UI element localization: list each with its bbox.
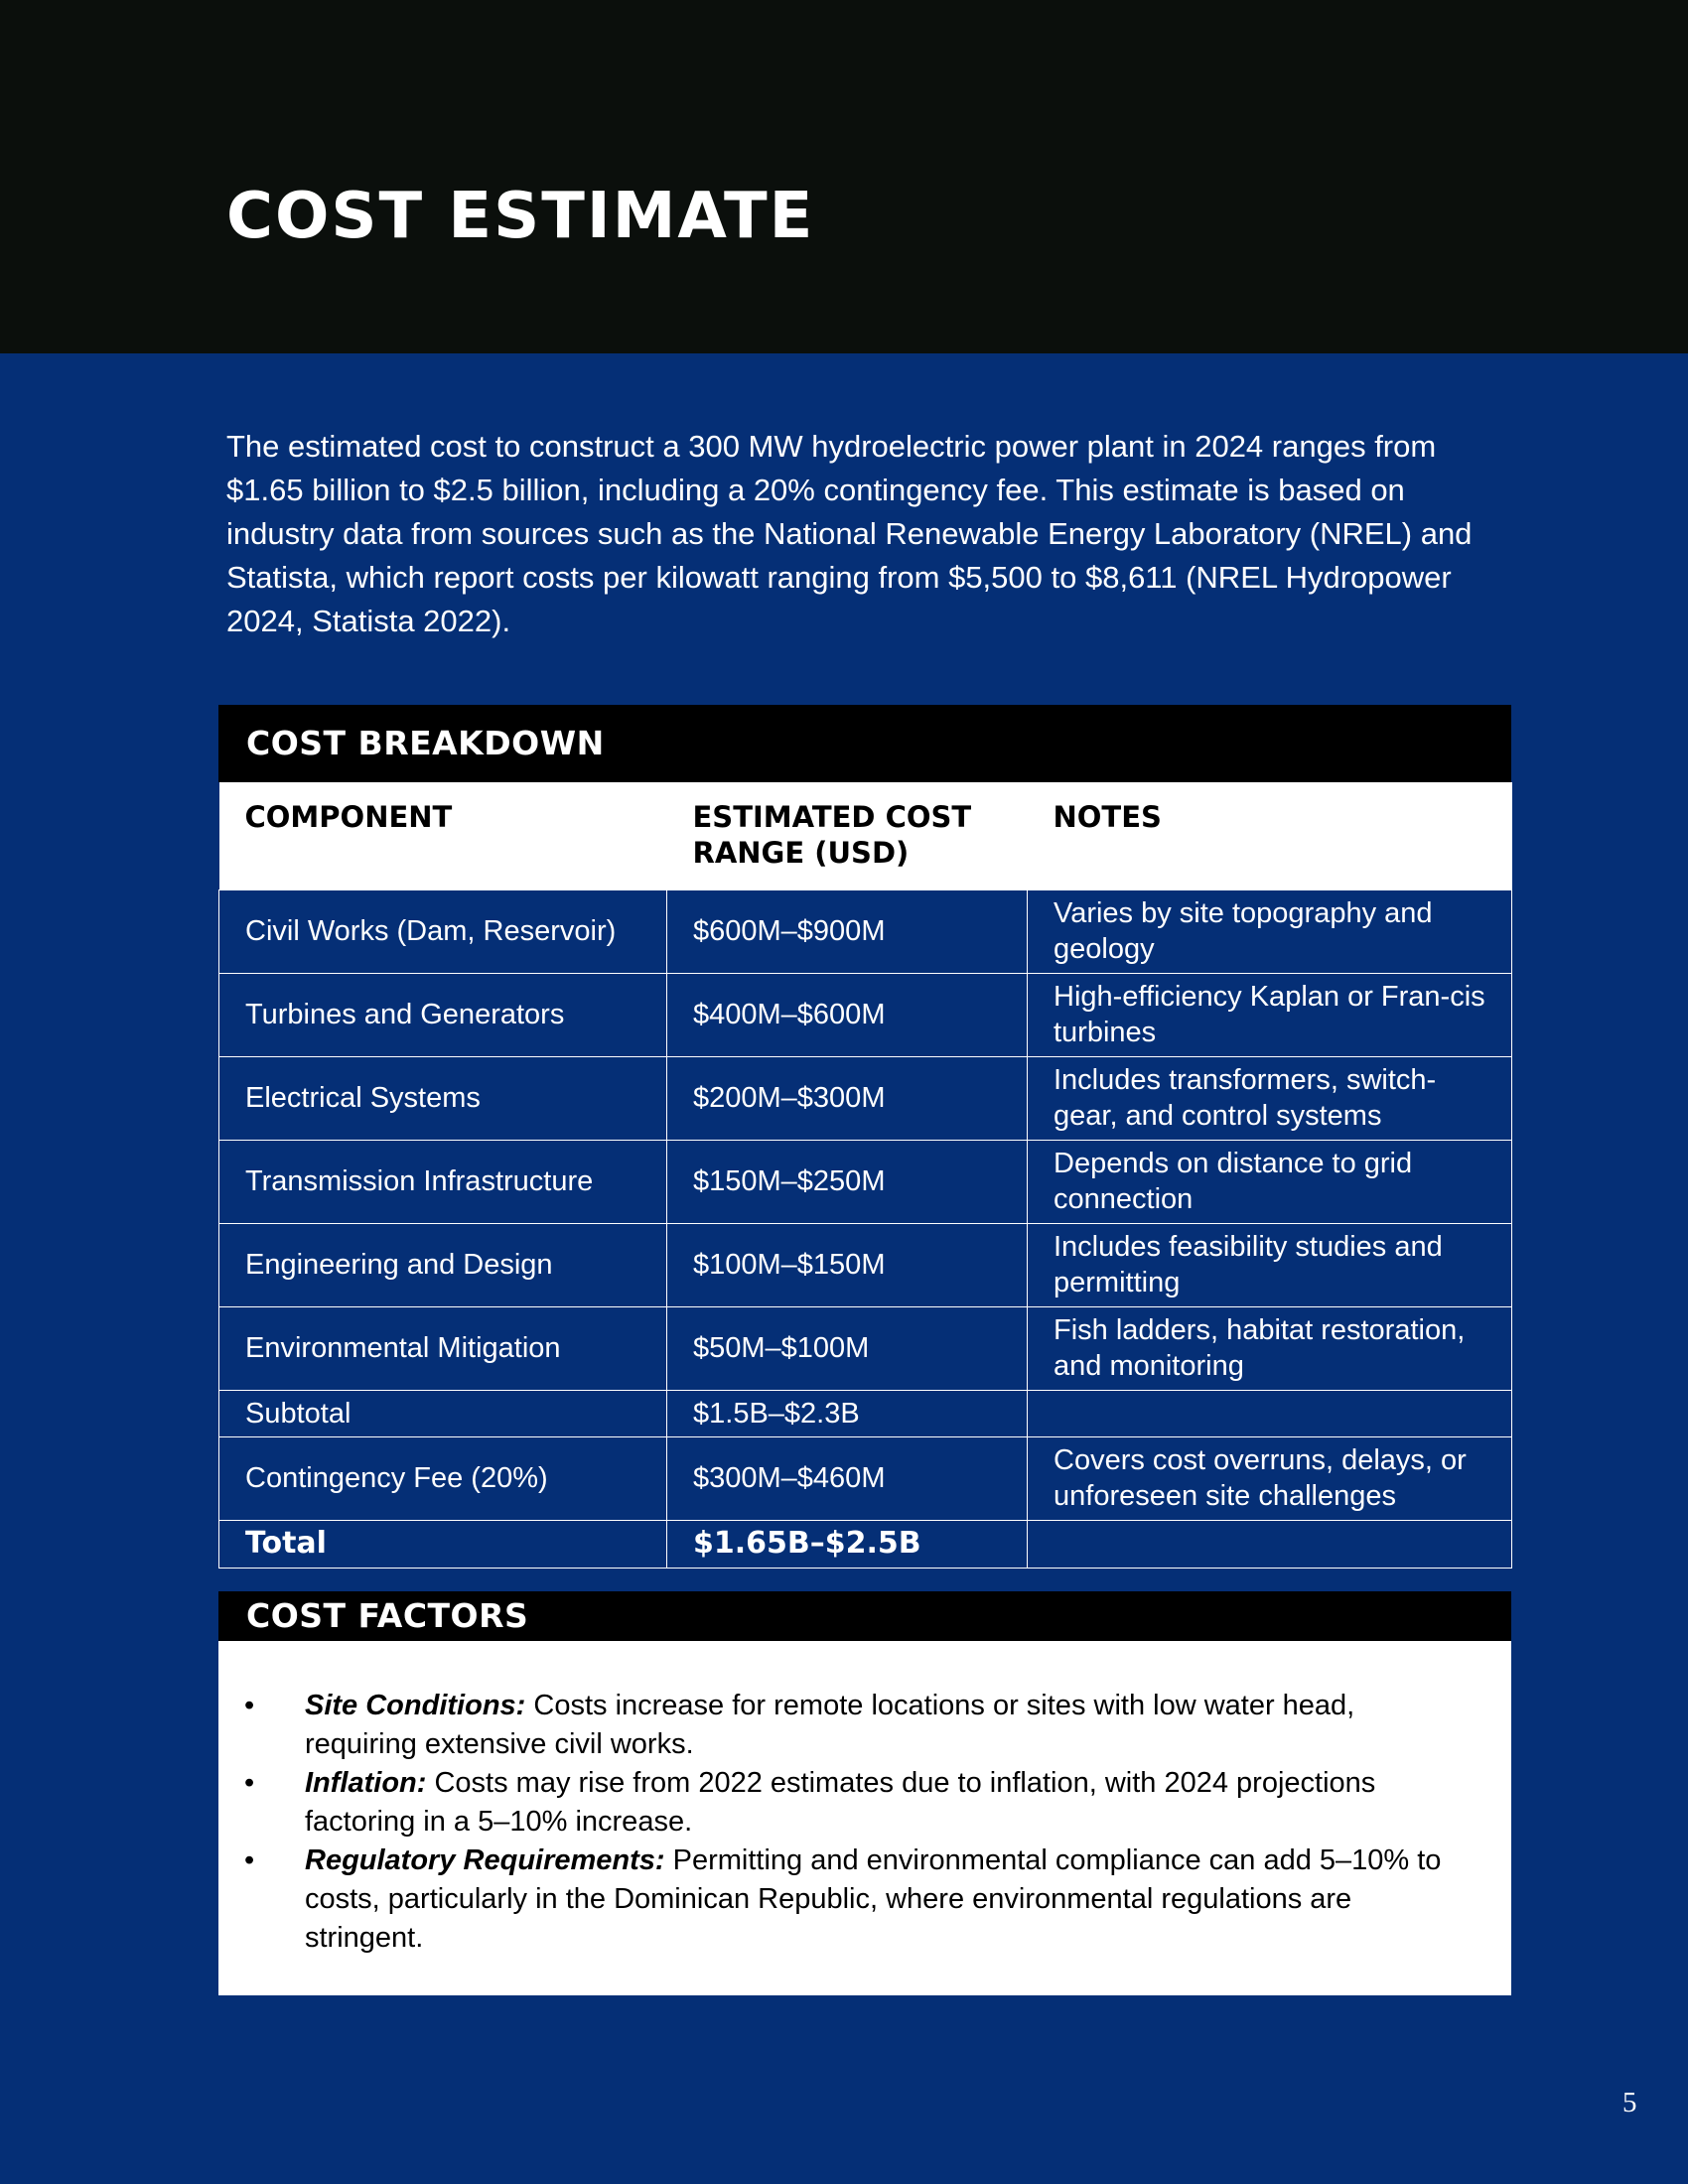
cost-cell: $300M–$460M bbox=[667, 1436, 1028, 1520]
table-row bbox=[219, 889, 1512, 973]
notes-cell bbox=[1028, 1520, 1512, 1568]
page-title: COST ESTIMATE bbox=[226, 180, 815, 253]
component-cell: Engineering and Design bbox=[219, 1223, 667, 1306]
component-cell: Total bbox=[219, 1520, 667, 1568]
component-cell: Civil Works (Dam, Reservoir) bbox=[219, 889, 667, 973]
cost-cell: $150M–$250M bbox=[667, 1140, 1028, 1223]
cost-cell: $600M–$900M bbox=[667, 889, 1028, 973]
notes-cell: Covers cost overruns, delays, or unforeseen site challenges bbox=[1028, 1436, 1512, 1520]
cost-factors-list bbox=[218, 1641, 1511, 1958]
list-item bbox=[218, 1687, 1472, 1764]
intro-paragraph: The estimated cost to construct a 300 MW hydroelectric power plant in 2024 ranges from $1.65 billion to $2.5 billion, including a 20% contingency fee. This estimate is based on industry data from sources such as the National Renewable Energy Laboratory (NREL) and Statista, which report costs per kilowatt ranging from $5,500 to $8,611 (NREL Hydropower 2024, Statista 2022). bbox=[226, 429, 1473, 638]
cost-cell: $200M–$300M bbox=[667, 1056, 1028, 1140]
column-header-notes: NOTES bbox=[1028, 782, 1512, 889]
notes-cell: Includes feasibility studies and permitting bbox=[1028, 1223, 1512, 1306]
notes-cell: Varies by site topography and geology bbox=[1028, 889, 1512, 973]
cost-cell: $100M–$150M bbox=[667, 1223, 1028, 1306]
header-band bbox=[0, 0, 1688, 353]
cost-breakdown-table bbox=[218, 782, 1512, 1569]
component-cell: Turbines and Generators bbox=[219, 973, 667, 1056]
subtotal-row bbox=[219, 1390, 1512, 1436]
total-row bbox=[219, 1520, 1512, 1568]
factor-term: Inflation: bbox=[305, 1767, 427, 1799]
table-row bbox=[219, 973, 1512, 1056]
component-cell: Electrical Systems bbox=[219, 1056, 667, 1140]
component-cell: Transmission Infrastructure bbox=[219, 1140, 667, 1223]
cost-factors-box bbox=[218, 1641, 1511, 1995]
table-row bbox=[219, 1223, 1512, 1306]
factor-term: Regulatory Requirements: bbox=[305, 1844, 665, 1876]
bullet-icon: • bbox=[244, 1690, 255, 1721]
component-cell: Environmental Mitigation bbox=[219, 1306, 667, 1390]
notes-cell: Includes transformers, switch-gear, and control systems bbox=[1028, 1056, 1512, 1140]
list-item bbox=[218, 1842, 1472, 1958]
page-number: 5 bbox=[1622, 2087, 1637, 2118]
table-header-row bbox=[219, 782, 1512, 889]
notes-cell: Depends on distance to grid connection bbox=[1028, 1140, 1512, 1223]
table-row bbox=[219, 1140, 1512, 1223]
cost-breakdown-heading: COST BREAKDOWN bbox=[246, 724, 605, 762]
column-header-cost: ESTIMATED COST RANGE (USD) bbox=[667, 782, 1028, 889]
column-header-component: COMPONENT bbox=[219, 782, 667, 889]
cost-breakdown-header bbox=[218, 705, 1511, 782]
table-row bbox=[219, 1306, 1512, 1390]
bullet-icon: • bbox=[244, 1844, 255, 1876]
notes-cell bbox=[1028, 1390, 1512, 1436]
cost-cell: $50M–$100M bbox=[667, 1306, 1028, 1390]
cost-cell: $400M–$600M bbox=[667, 973, 1028, 1056]
bullet-icon: • bbox=[244, 1767, 255, 1799]
contingency-row bbox=[219, 1436, 1512, 1520]
component-cell: Contingency Fee (20%) bbox=[219, 1436, 667, 1520]
factor-term: Site Conditions: bbox=[305, 1690, 526, 1721]
cost-factors-header bbox=[218, 1591, 1511, 1641]
cost-cell: $1.65B–$2.5B bbox=[667, 1520, 1028, 1568]
notes-cell: High-efficiency Kaplan or Fran-cis turbines bbox=[1028, 973, 1512, 1056]
cost-factors-heading: COST FACTORS bbox=[246, 1596, 529, 1635]
factor-text: Permitting and environmental compliance can add 5–10% to costs, particularly in the Dominican Republic, where environmental regulations are stringent. bbox=[305, 1844, 1442, 1954]
component-cell: Subtotal bbox=[219, 1390, 667, 1436]
list-item bbox=[218, 1764, 1472, 1842]
table-row bbox=[219, 1056, 1512, 1140]
factor-text: Costs may rise from 2022 estimates due to inflation, with 2024 projections factoring in a 5–10% increase. bbox=[305, 1767, 1376, 1838]
notes-cell: Fish ladders, habitat restoration, and monitoring bbox=[1028, 1306, 1512, 1390]
cost-cell: $1.5B–$2.3B bbox=[667, 1390, 1028, 1436]
factor-text: Costs increase for remote locations or sites with low water head, requiring extensive civil works. bbox=[305, 1690, 1355, 1760]
